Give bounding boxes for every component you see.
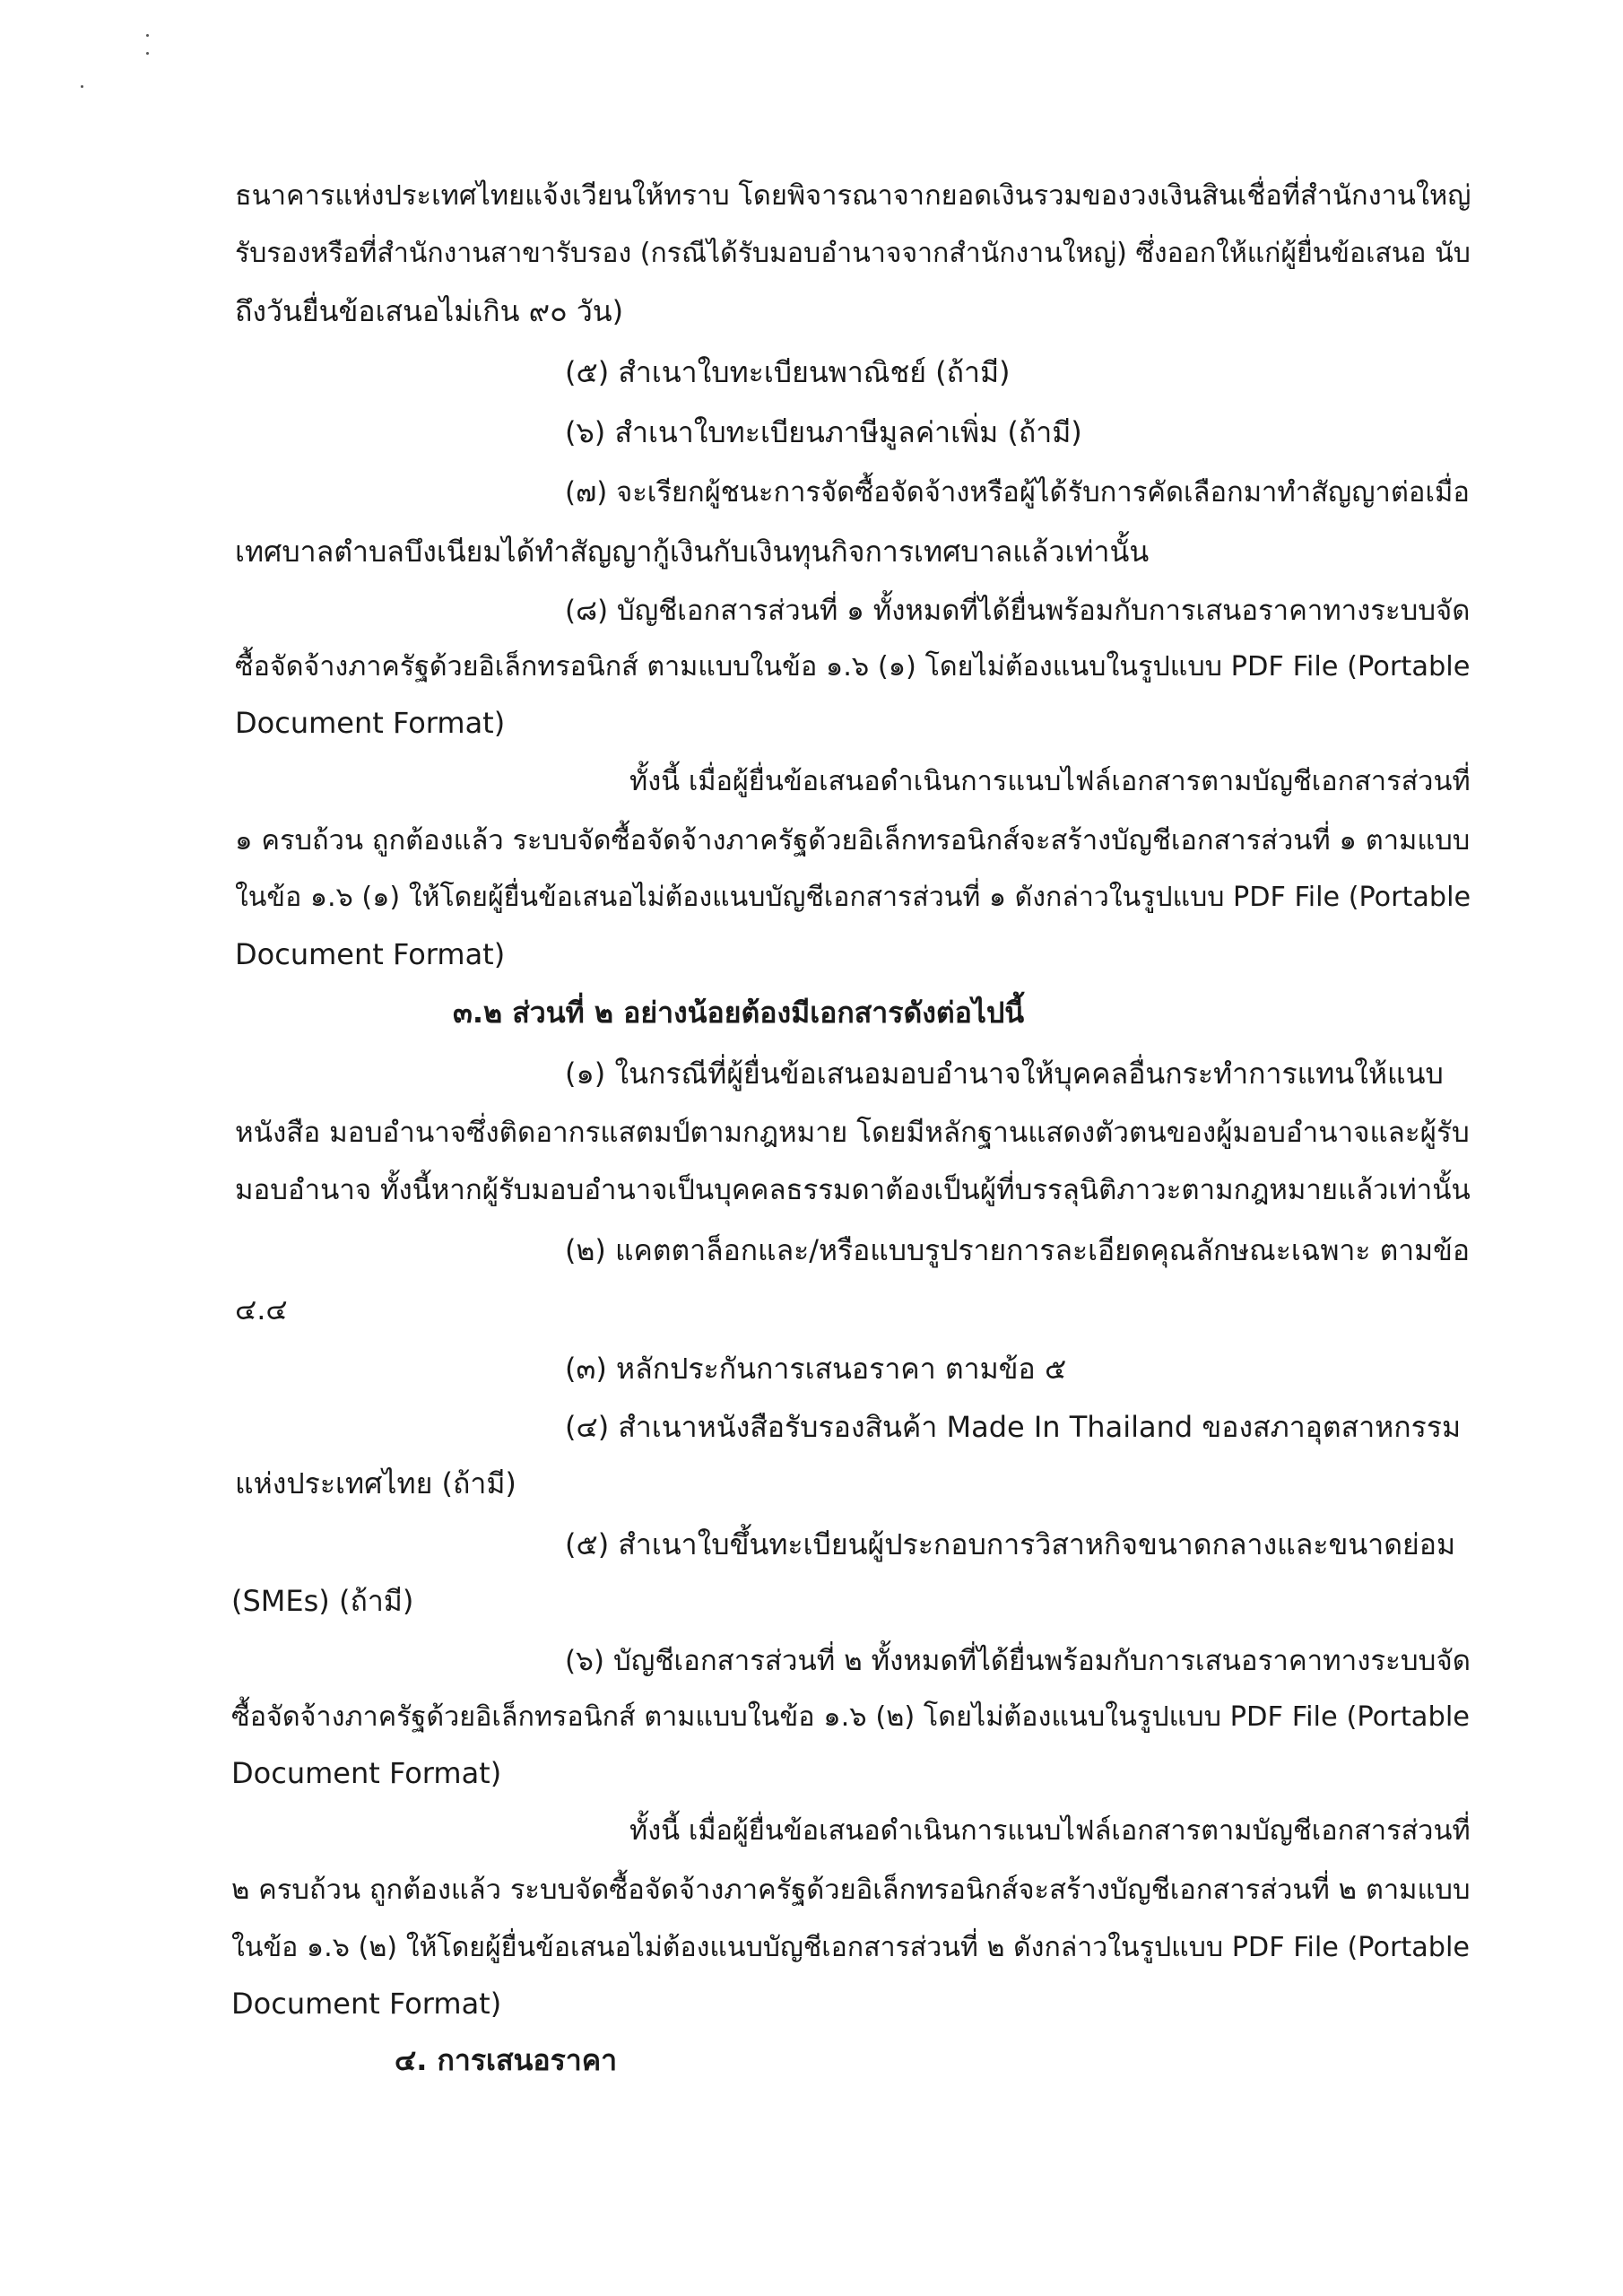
paragraph-start: ทั้งนี้ เมื่อผู้ยื่นข้อเสนอดำเนินการแนบไฟล์เอกสารตามบัญชีเอกสารส่วนที่ — [629, 1815, 1471, 1847]
body-line: รับรองหรือที่สำนักงานสาขารับรอง (กรณีได้รับมอบอำนาจจากสำนักงานใหญ่) ซึ่งออกให้แก่ผู้ยื่นข้อเสนอ นับ — [235, 238, 1471, 269]
body-line: Document Format) — [231, 1987, 502, 2021]
scan-speck — [81, 85, 83, 88]
body-line: มอบอำนาจ ทั้งนี้หากผู้รับมอบอำนาจเป็นบุคคลธรรมดาต้องเป็นผู้ที่บรรลุนิติภาวะตามกฎหมายแล้วเท่านั้น — [235, 1174, 1471, 1206]
body-line: ๔.๔ — [235, 1292, 288, 1326]
body-line: ๒ ครบถ้วน ถูกต้องแล้ว ระบบจัดซื้อจัดจ้างภาครัฐด้วยอิเล็กทรอนิกส์จะสร้างบัญชีเอกสารส่วนที่ ๒ ตามแบบ — [231, 1874, 1471, 1906]
body-line: (SMEs) (ถ้ามี) — [231, 1584, 414, 1618]
body-line: Document Format) — [231, 1756, 502, 1790]
paragraph-start: ทั้งนี้ เมื่อผู้ยื่นข้อเสนอดำเนินการแนบไฟล์เอกสารตามบัญชีเอกสารส่วนที่ — [629, 766, 1471, 797]
body-line: หนังสือ มอบอำนาจซึ่งติดอากรแสตมป์ตามกฎหมาย โดยมีหลักฐานแสดงตัวตนของผู้มอบอำนาจและผู้รับ — [235, 1117, 1470, 1149]
body-line: ในข้อ ๑.๖ (๒) ให้โดยผู้ยื่นข้อเสนอไม่ต้องแนบบัญชีเอกสารส่วนที่ ๒ ดังกล่าวในรูปแบบ PDF File (Portable — [231, 1932, 1470, 1963]
list-item: (๕) สำเนาใบทะเบียนพาณิชย์ (ถ้ามี) — [565, 355, 1011, 389]
list-item: (๗) จะเรียกผู้ชนะการจัดซื้อจัดจ้างหรือผู้ได้รับการคัดเลือกมาทำสัญญาต่อเมื่อ — [565, 476, 1470, 509]
body-line: ซื้อจัดจ้างภาครัฐด้วยอิเล็กทรอนิกส์ ตามแบบในข้อ ๑.๖ (๑) โดยไม่ต้องแนบในรูปแบบ PDF File (Portable — [235, 651, 1471, 683]
body-line: เทศบาลตำบลบึงเนียมได้ทำสัญญากู้เงินกับเงินทุนกิจการเทศบาลแล้วเท่านั้น — [235, 535, 1150, 569]
list-item: (๘) บัญชีเอกสารส่วนที่ ๑ ทั้งหมดที่ได้ยื่นพร้อมกับการเสนอราคาทางระบบจัด — [565, 595, 1471, 627]
scan-speck — [146, 34, 149, 37]
list-item: (๖) บัญชีเอกสารส่วนที่ ๒ ทั้งหมดที่ได้ยื่นพร้อมกับการเสนอราคาทางระบบจัด — [565, 1645, 1471, 1677]
list-item: (๒) แคตตาล็อกและ/หรือแบบรูปรายการละเอียดคุณลักษณะเฉพาะ ตามข้อ — [565, 1233, 1471, 1267]
list-item: (๔) สำเนาหนังสือรับรองสินค้า Made In Thailand ของสภาอุตสาหกรรม — [565, 1410, 1462, 1444]
list-item: (๓) หลักประกันการเสนอราคา ตามข้อ ๕ — [565, 1352, 1067, 1386]
scan-speck — [146, 52, 149, 55]
body-line: ซื้อจัดจ้างภาครัฐด้วยอิเล็กทรอนิกส์ ตามแบบในข้อ ๑.๖ (๒) โดยไม่ต้องแนบในรูปแบบ PDF File (Portable — [231, 1701, 1471, 1733]
list-item: (๕) สำเนาใบขึ้นทะเบียนผู้ประกอบการวิสาหกิจขนาดกลางและขนาดย่อม — [565, 1527, 1456, 1561]
body-line: ในข้อ ๑.๖ (๑) ให้โดยผู้ยื่นข้อเสนอไม่ต้องแนบบัญชีเอกสารส่วนที่ ๑ ดังกล่าวในรูปแบบ PDF File (Portable — [235, 882, 1471, 913]
body-line: ธนาคารแห่งประเทศไทยแจ้งเวียนให้ทราบ โดยพิจารณาจากยอดเงินรวมของวงเงินสินเชื่อที่สำนักงานใหญ่ — [235, 179, 1471, 212]
body-line: ๑ ครบถ้วน ถูกต้องแล้ว ระบบจัดซื้อจัดจ้างภาครัฐด้วยอิเล็กทรอนิกส์จะสร้างบัญชีเอกสารส่วนที่ ๑ ตามแบบ — [235, 824, 1471, 857]
list-item: (๑) ในกรณีที่ผู้ยื่นข้อเสนอมอบอำนาจให้บุคคลอื่นกระทำการแทนให้แนบ — [565, 1057, 1444, 1091]
list-item: (๖) สำเนาใบทะเบียนภาษีมูลค่าเพิ่ม (ถ้ามี) — [565, 415, 1082, 449]
body-line: แห่งประเทศไทย (ถ้ามี) — [235, 1466, 516, 1500]
section-heading: ๓.๒ ส่วนที่ ๒ อย่างน้อยต้องมีเอกสารดังต่อไปนี้ — [453, 996, 1025, 1030]
body-line: ถึงวันยื่นข้อเสนอไม่เกิน ๙๐ วัน) — [235, 294, 624, 328]
section-heading: ๔. การเสนอราคา — [395, 2043, 618, 2077]
body-line: Document Format) — [235, 937, 506, 971]
body-line: Document Format) — [235, 706, 506, 740]
